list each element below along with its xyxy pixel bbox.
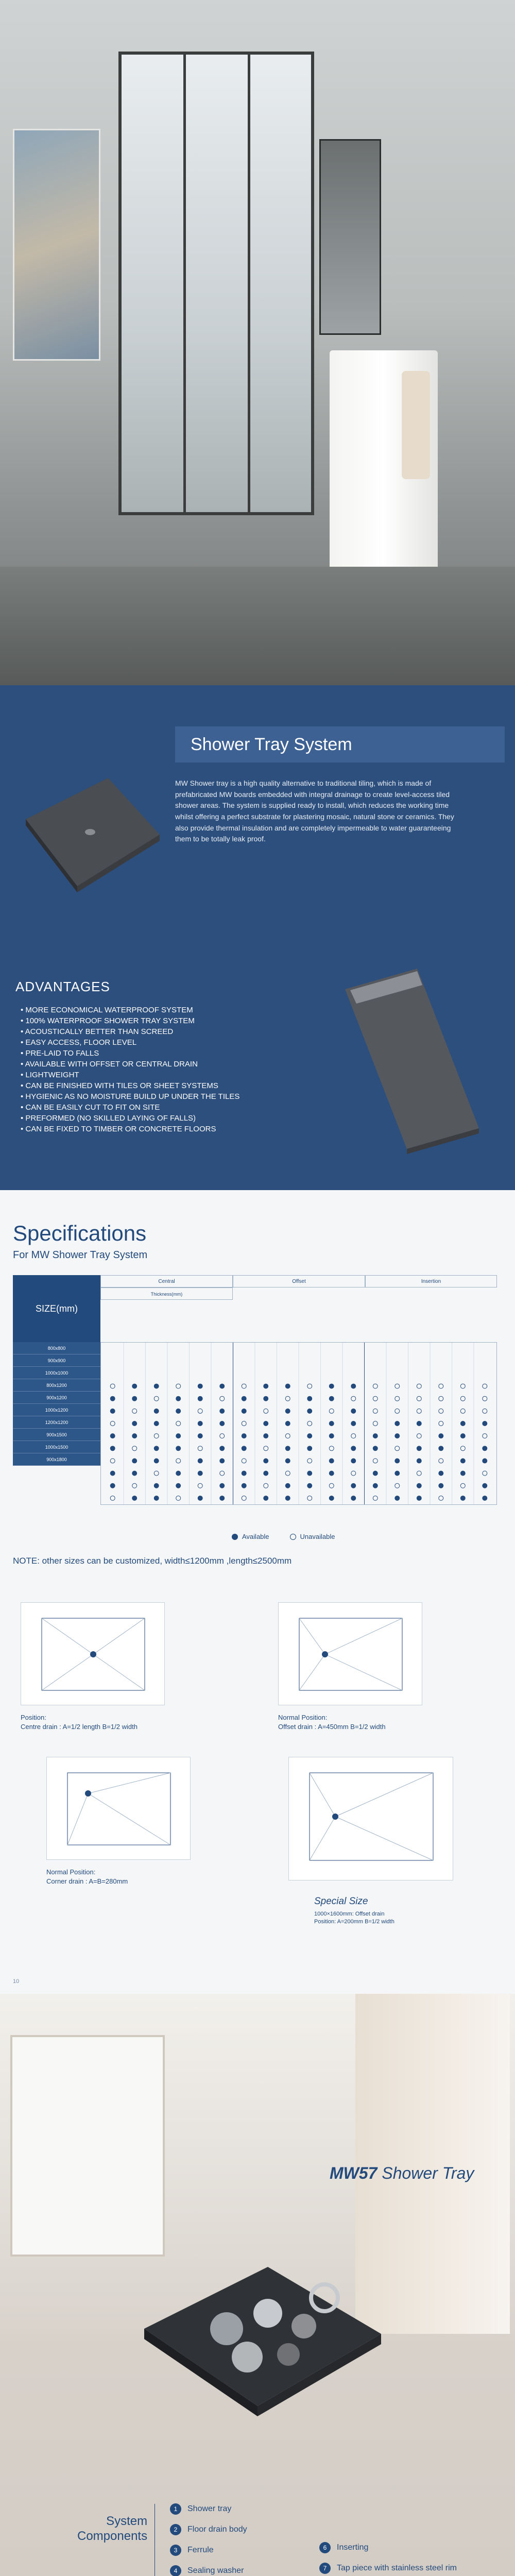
linear-drain-tray-illustration: [330, 958, 484, 1159]
unavailable-dot-icon: [373, 1384, 377, 1388]
available-dot-icon: [242, 1434, 246, 1438]
unavailable-dot-icon: [132, 1409, 137, 1413]
components-title: System Components: [77, 2514, 148, 2543]
available-dot-icon: [307, 1434, 312, 1438]
size-note: NOTE: other sizes can be customized, width≤1200mm ,length≤2500mm: [13, 1556, 292, 1566]
size-label: 1200x1200: [13, 1416, 100, 1429]
available-dot-icon: [307, 1409, 312, 1413]
available-dot-icon: [483, 1446, 487, 1451]
available-dot-icon: [110, 1446, 115, 1451]
available-dot-icon: [176, 1471, 181, 1476]
unavailable-dot-icon: [220, 1396, 225, 1401]
unavailable-dot-icon: [483, 1384, 487, 1388]
unavailable-dot-icon: [373, 1496, 377, 1500]
available-dot-icon: [176, 1446, 181, 1451]
available-dot-icon: [329, 1471, 334, 1476]
available-dot-icon: [110, 1396, 115, 1401]
unavailable-dot-icon: [460, 1384, 465, 1388]
unavailable-dot-icon: [242, 1459, 246, 1463]
size-label: 900x1500: [13, 1429, 100, 1441]
available-dot-icon: [351, 1496, 356, 1500]
size-label: 1000x1000: [13, 1367, 100, 1379]
unavailable-dot-icon: [290, 1534, 296, 1540]
available-dot-icon: [373, 1471, 377, 1476]
unavailable-dot-icon: [198, 1409, 202, 1413]
available-dot-icon: [329, 1421, 334, 1426]
special-size-diagram: [288, 1757, 453, 1880]
window: [10, 2035, 165, 2257]
available-dot-icon: [132, 1471, 137, 1476]
unavailable-dot-icon: [154, 1471, 159, 1476]
component-item: 6 Inserting: [319, 2537, 458, 2558]
component-item: 2 Floor drain body: [170, 2519, 247, 2540]
unavailable-dot-icon: [132, 1446, 137, 1451]
size-label: 800x1200: [13, 1379, 100, 1392]
available-dot-icon: [483, 1483, 487, 1488]
available-dot-icon: [198, 1434, 202, 1438]
available-dot-icon: [154, 1483, 159, 1488]
advantage-item: • LIGHTWEIGHT: [21, 1070, 309, 1080]
available-dot-icon: [242, 1446, 246, 1451]
available-dot-icon: [395, 1459, 400, 1463]
unavailable-dot-icon: [154, 1396, 159, 1401]
available-dot-icon: [220, 1421, 225, 1426]
available-dot-icon: [176, 1483, 181, 1488]
unavailable-dot-icon: [417, 1434, 421, 1438]
unavailable-dot-icon: [264, 1446, 268, 1451]
size-label: 1000x1500: [13, 1441, 100, 1453]
unavailable-dot-icon: [110, 1421, 115, 1426]
available-dot-icon: [460, 1471, 465, 1476]
available-dot-icon: [285, 1384, 290, 1388]
available-dot-icon: [417, 1421, 421, 1426]
available-dot-icon: [329, 1384, 334, 1388]
available-dot-icon: [417, 1446, 421, 1451]
size-label: 900x1800: [13, 1453, 100, 1466]
unavailable-dot-icon: [439, 1459, 443, 1463]
unavailable-dot-icon: [220, 1471, 225, 1476]
bathroom-hero-photo: [0, 0, 515, 685]
size-label: 1000x1200: [13, 1404, 100, 1416]
available-dot-icon: [373, 1434, 377, 1438]
advantage-item: • MORE ECONOMICAL WATERPROOF SYSTEM: [21, 1005, 309, 1015]
components-left: [170, 2499, 247, 2576]
size-label: 800x800: [13, 1342, 100, 1354]
available-dot-icon: [439, 1471, 443, 1476]
available-dot-icon: [329, 1459, 334, 1463]
unavailable-dot-icon: [373, 1421, 377, 1426]
available-dot-icon: [307, 1446, 312, 1451]
unavailable-dot-icon: [242, 1384, 246, 1388]
unavailable-dot-icon: [483, 1471, 487, 1476]
title-bar: [175, 726, 505, 762]
available-dot-icon: [242, 1396, 246, 1401]
available-dot-icon: [154, 1409, 159, 1413]
component-item: 7 Tap piece with stainless steel rim: [319, 2558, 458, 2576]
unavailable-dot-icon: [417, 1409, 421, 1413]
available-dot-icon: [373, 1446, 377, 1451]
available-dot-icon: [264, 1384, 268, 1388]
available-dot-icon: [264, 1434, 268, 1438]
group-header-insertion: Insertion: [365, 1275, 497, 1287]
unavailable-dot-icon: [220, 1434, 225, 1438]
page-number: 10: [13, 1978, 20, 1985]
unavailable-dot-icon: [176, 1496, 181, 1500]
advantages-title: ADVANTAGES: [15, 979, 110, 994]
advantages-list: [21, 1005, 309, 1134]
advantage-item: • 100% WATERPROOF SHOWER TRAY SYSTEM: [21, 1015, 309, 1026]
unavailable-dot-icon: [483, 1434, 487, 1438]
available-dot-icon: [264, 1459, 268, 1463]
available-dot-icon: [220, 1483, 225, 1488]
advantage-item: • EASY ACCESS, FLOOR LEVEL: [21, 1037, 309, 1048]
corner-drain-diagram: [46, 1757, 191, 1860]
unavailable-dot-icon: [307, 1496, 312, 1500]
available-dot-icon: [395, 1434, 400, 1438]
unavailable-dot-icon: [395, 1483, 400, 1488]
unavailable-dot-icon: [198, 1446, 202, 1451]
available-dot-icon: [285, 1459, 290, 1463]
available-dot-icon: [264, 1471, 268, 1476]
available-dot-icon: [176, 1409, 181, 1413]
available-dot-icon: [439, 1483, 443, 1488]
unavailable-dot-icon: [351, 1471, 356, 1476]
unavailable-dot-icon: [307, 1459, 312, 1463]
unavailable-dot-icon: [395, 1384, 400, 1388]
unavailable-dot-icon: [329, 1409, 334, 1413]
component-item: 3 Ferrule: [170, 2540, 247, 2561]
available-dot-icon: [110, 1409, 115, 1413]
unavailable-dot-icon: [439, 1384, 443, 1388]
available-dot-icon: [351, 1459, 356, 1463]
available-dot-icon: [154, 1496, 159, 1500]
available-dot-icon: [198, 1384, 202, 1388]
intro-section: [0, 685, 515, 1190]
advantage-item: • ACOUSTICALLY BETTER THAN SCREED: [21, 1026, 309, 1037]
unavailable-dot-icon: [460, 1396, 465, 1401]
size-labels: [13, 1342, 100, 1466]
unavailable-dot-icon: [285, 1434, 290, 1438]
shower-tray-illustration: [15, 757, 165, 907]
available-dot-icon: [132, 1396, 137, 1401]
available-dot-icon: [220, 1496, 225, 1500]
unavailable-dot-icon: [373, 1409, 377, 1413]
towel: [402, 371, 430, 479]
unavailable-dot-icon: [264, 1483, 268, 1488]
unavailable-dot-icon: [264, 1409, 268, 1413]
available-dot-icon: [198, 1421, 202, 1426]
available-dot-icon: [220, 1459, 225, 1463]
unavailable-dot-icon: [417, 1396, 421, 1401]
specifications-section: [0, 1190, 515, 1994]
availability-grid: [100, 1342, 497, 1505]
available-dot-icon: [176, 1434, 181, 1438]
available-dot-icon: [460, 1434, 465, 1438]
unavailable-dot-icon: [285, 1471, 290, 1476]
special-size-desc: 1000×1600mm: Offset drain Position: A=200mm B=1/2 width: [314, 1911, 394, 1925]
unavailable-dot-icon: [110, 1496, 115, 1500]
unavailable-dot-icon: [242, 1421, 246, 1426]
available-dot-icon: [132, 1434, 137, 1438]
unavailable-dot-icon: [132, 1483, 137, 1488]
unavailable-dot-icon: [285, 1396, 290, 1401]
available-dot-icon: [483, 1496, 487, 1500]
available-dot-icon: [110, 1471, 115, 1476]
available-dot-icon: [132, 1459, 137, 1463]
unavailable-dot-icon: [110, 1384, 115, 1388]
component-item: 4 Sealing washer: [170, 2561, 247, 2576]
thickness-header: Thickness(mm): [100, 1287, 233, 1300]
unavailable-dot-icon: [154, 1434, 159, 1438]
unavailable-dot-icon: [329, 1446, 334, 1451]
available-dot-icon: [329, 1434, 334, 1438]
available-dot-icon: [285, 1409, 290, 1413]
available-dot-icon: [110, 1434, 115, 1438]
spec-subtitle: For MW Shower Tray System: [13, 1249, 148, 1261]
available-dot-icon: [460, 1459, 465, 1463]
advantage-item: • CAN BE FIXED TO TIMBER OR CONCRETE FLOORS: [21, 1124, 309, 1134]
divider: [154, 2504, 155, 2576]
available-dot-icon: [351, 1384, 356, 1388]
unavailable-dot-icon: [439, 1421, 443, 1426]
available-dot-icon: [439, 1446, 443, 1451]
available-dot-icon: [417, 1483, 421, 1488]
available-dot-icon: [417, 1459, 421, 1463]
size-label: 900x900: [13, 1354, 100, 1367]
unavailable-dot-icon: [395, 1396, 400, 1401]
advantage-item: • PRE-LAID TO FALLS: [21, 1048, 309, 1059]
available-dot-icon: [351, 1446, 356, 1451]
mirror: [319, 139, 381, 335]
available-dot-icon: [395, 1421, 400, 1426]
unavailable-dot-icon: [176, 1384, 181, 1388]
available-dot-icon: [307, 1396, 312, 1401]
available-dot-icon: [351, 1409, 356, 1413]
available-dot-icon: [154, 1446, 159, 1451]
unavailable-dot-icon: [417, 1471, 421, 1476]
advantage-item: • CAN BE EASILY CUT TO FIT ON SITE: [21, 1102, 309, 1113]
unavailable-dot-icon: [176, 1459, 181, 1463]
advantage-item: • HYGIENIC AS NO MOISTURE BUILD UP UNDER THE TILES: [21, 1091, 309, 1102]
unavailable-dot-icon: [373, 1459, 377, 1463]
advantage-item: • AVAILABLE WITH OFFSET OR CENTRAL DRAIN: [21, 1059, 309, 1070]
available-dot-icon: [176, 1396, 181, 1401]
unavailable-dot-icon: [373, 1396, 377, 1401]
available-dot-icon: [110, 1483, 115, 1488]
available-dot-icon: [132, 1421, 137, 1426]
group-header-central: Central: [100, 1275, 233, 1287]
unavailable-dot-icon: [198, 1483, 202, 1488]
unavailable-dot-icon: [483, 1396, 487, 1401]
intro-paragraph: MW Shower tray is a high quality alternative to traditional tiling, which is made of prefabricated MW boards embedded with integral drainage to create level-access tiled shower areas. The system is supplied ready to install, which reduces the working time whilst offering a perfect substrate for plastering mosaic, natural stone or ceramics. They also provide thermal insulation and are completely impermeable to water guaranteeing them to be totally leak proof.: [175, 779, 454, 843]
spec-title: Specifications: [13, 1221, 147, 1245]
available-dot-icon: [242, 1483, 246, 1488]
available-dot-icon: [351, 1483, 356, 1488]
available-dot-icon: [198, 1496, 202, 1500]
exploded-tray-illustration: [134, 2236, 391, 2452]
available-dot-icon: [264, 1496, 268, 1500]
available-dot-icon: [285, 1496, 290, 1500]
size-header: SIZE(mm): [13, 1275, 100, 1342]
unavailable-dot-icon: [439, 1496, 443, 1500]
available-dot-icon: [351, 1421, 356, 1426]
available-dot-icon: [242, 1409, 246, 1413]
available-dot-icon: [232, 1534, 238, 1540]
available-dot-icon: [285, 1446, 290, 1451]
offset-drain-diagram: [278, 1602, 422, 1705]
available-dot-icon: [132, 1384, 137, 1388]
available-dot-icon: [154, 1459, 159, 1463]
special-size-title: Special Size: [314, 1896, 368, 1907]
product-brand: MW57 Shower Tray: [330, 2164, 474, 2182]
window: [118, 52, 314, 515]
section-title: Shower Tray System: [191, 735, 352, 754]
centre-drain-diagram: [21, 1602, 165, 1705]
unavailable-dot-icon: [439, 1396, 443, 1401]
unavailable-dot-icon: [110, 1459, 115, 1463]
unavailable-dot-icon: [460, 1483, 465, 1488]
unavailable-dot-icon: [242, 1496, 246, 1500]
available-dot-icon: [198, 1396, 202, 1401]
available-dot-icon: [307, 1483, 312, 1488]
available-dot-icon: [460, 1496, 465, 1500]
unavailable-dot-icon: [460, 1409, 465, 1413]
available-dot-icon: [373, 1483, 377, 1488]
legend: Available Unavailable: [232, 1533, 335, 1540]
offset-drain-label: Normal Position: Offset drain : A=450mm B=1/2 width: [278, 1714, 386, 1731]
component-item: 1 Shower tray: [170, 2499, 247, 2519]
unavailable-dot-icon: [176, 1421, 181, 1426]
available-dot-icon: [264, 1421, 268, 1426]
available-dot-icon: [132, 1496, 137, 1500]
available-dot-icon: [154, 1384, 159, 1388]
unavailable-dot-icon: [439, 1409, 443, 1413]
corner-drain-label: Normal Position: Corner drain : A=B=280mm: [46, 1868, 128, 1885]
unavailable-dot-icon: [351, 1434, 356, 1438]
available-dot-icon: [307, 1471, 312, 1476]
available-dot-icon: [154, 1421, 159, 1426]
available-dot-icon: [220, 1409, 225, 1413]
available-dot-icon: [198, 1459, 202, 1463]
wall-art: [13, 129, 100, 361]
available-dot-icon: [417, 1496, 421, 1500]
unavailable-dot-icon: [460, 1446, 465, 1451]
mw57-tray-section: [0, 1994, 515, 2576]
group-header-offset: Offset: [233, 1275, 365, 1287]
available-dot-icon: [329, 1496, 334, 1500]
centre-drain-label: Position: Centre drain : A=1/2 length B=1/2 width: [21, 1714, 138, 1731]
unavailable-dot-icon: [307, 1384, 312, 1388]
available-dot-icon: [395, 1496, 400, 1500]
available-dot-icon: [220, 1446, 225, 1451]
available-dot-icon: [242, 1471, 246, 1476]
unavailable-dot-icon: [395, 1409, 400, 1413]
available-dot-icon: [439, 1434, 443, 1438]
available-dot-icon: [285, 1421, 290, 1426]
unavailable-dot-icon: [417, 1384, 421, 1388]
available-dot-icon: [483, 1459, 487, 1463]
advantage-item: • CAN BE FINISHED WITH TILES OR SHEET SYSTEMS: [21, 1080, 309, 1091]
available-dot-icon: [395, 1471, 400, 1476]
unavailable-dot-icon: [483, 1409, 487, 1413]
available-dot-icon: [483, 1421, 487, 1426]
available-dot-icon: [285, 1483, 290, 1488]
unavailable-dot-icon: [395, 1446, 400, 1451]
size-label: 900x1200: [13, 1392, 100, 1404]
available-dot-icon: [264, 1396, 268, 1401]
advantage-item: • PREFORMED (NO SKILLED LAYING OF FALLS): [21, 1113, 309, 1124]
available-dot-icon: [329, 1396, 334, 1401]
unavailable-dot-icon: [329, 1483, 334, 1488]
available-dot-icon: [198, 1471, 202, 1476]
unavailable-dot-icon: [351, 1396, 356, 1401]
available-dot-icon: [460, 1421, 465, 1426]
unavailable-dot-icon: [307, 1421, 312, 1426]
available-dot-icon: [220, 1384, 225, 1388]
floor: [0, 567, 515, 685]
components-right: [319, 2537, 458, 2576]
